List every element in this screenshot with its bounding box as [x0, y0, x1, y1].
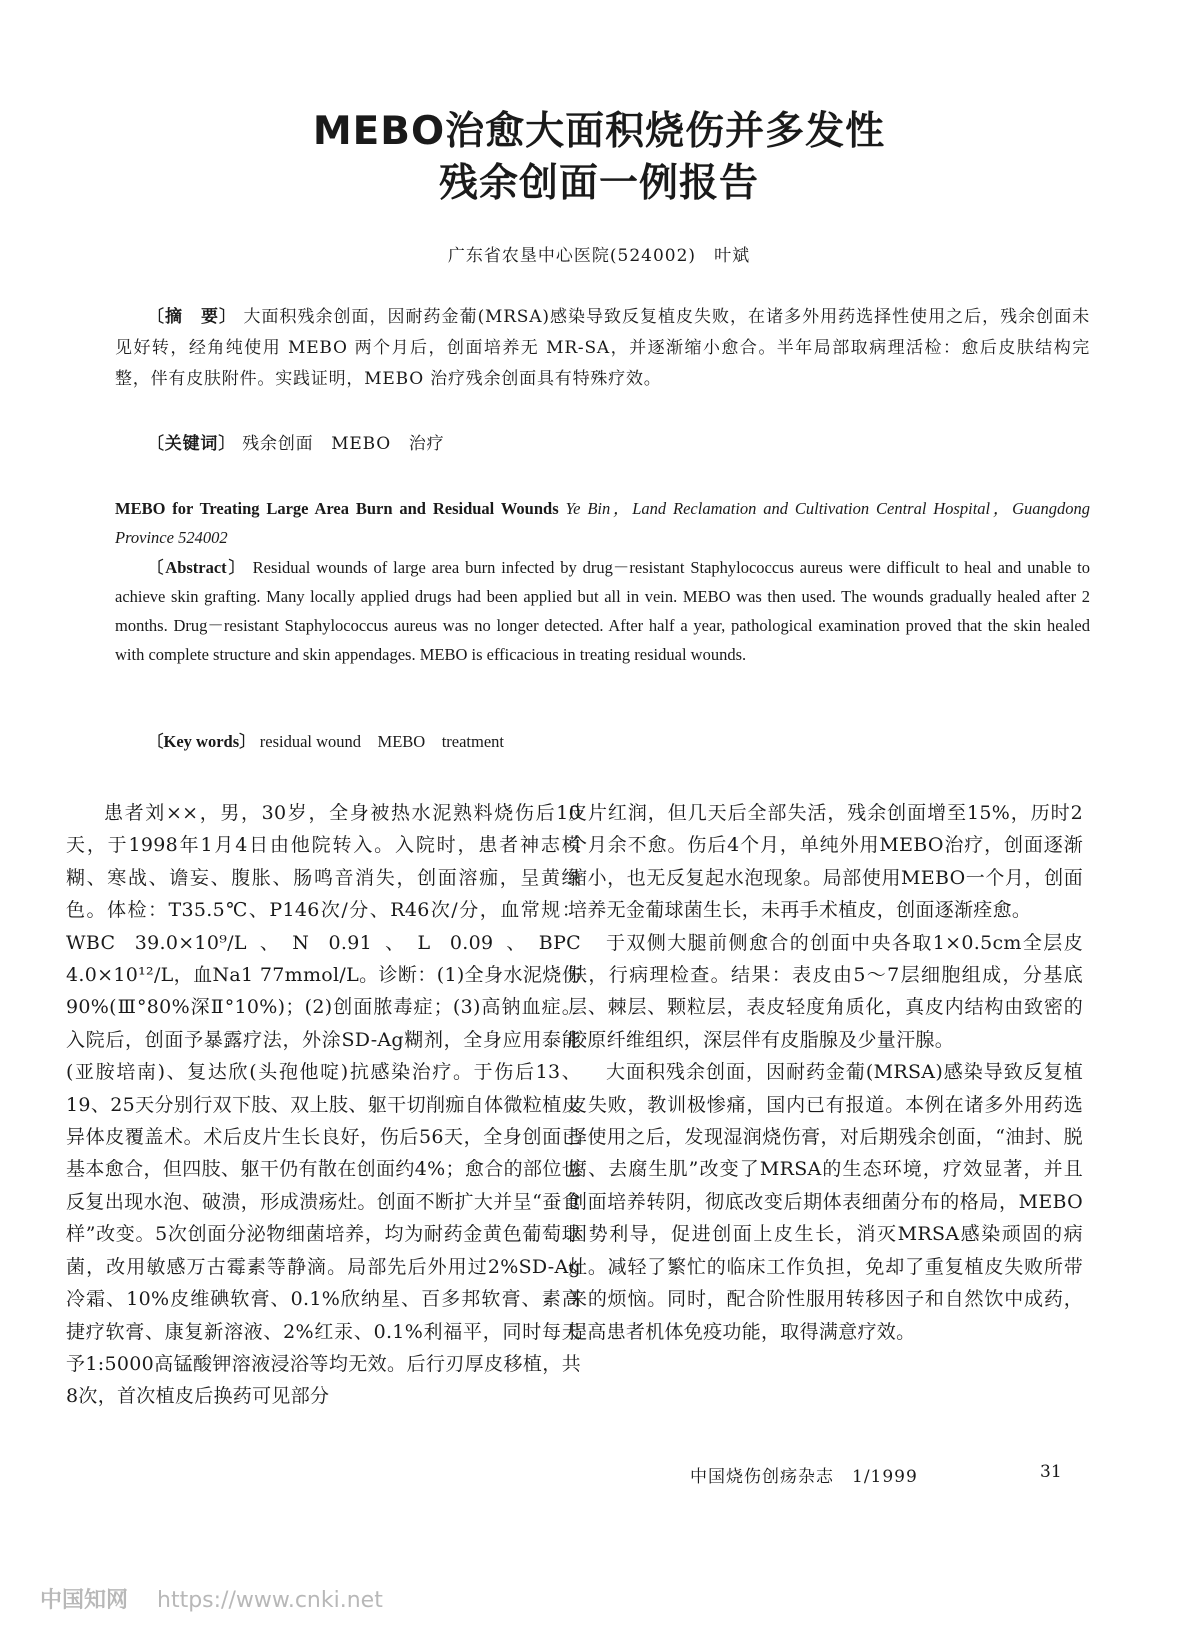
- body-paragraph: 皮片红润，但几天后全部失活，残余创面增至15%，历时2个月余不愈。伤后4个月，单纯外用MEBO治疗，创面逐渐缩小，也无反复起水泡现象。局部使用MEBO一个月，创面培养无金葡球菌生长，未再手术植皮，创面逐渐痊愈。: [568, 802, 1083, 922]
- keywords-cn-text: 残余创面 MEBO 治疗: [242, 434, 445, 454]
- body-paragraph: 患者刘××，男，30岁，全身被热水泥熟料烧伤后10天，于1998年1月4日由他院转入。入院时，患者神志模糊、寒战、谵妄、腹胀、肠鸣音消失，创面溶痂，呈黄绿色。体检：T35.5℃、P146次/分、R46次/分，血常规：WBC 39.0×10⁹/L、N 0.91、L 0.09、BPC 4.0×10¹²/L，血Na1 77mmol/L。诊断：(1)全身水泥烧伤90%(Ⅲ°80%深Ⅱ°10%)；(2)创面脓毒症；(3)高钠血症。入院后，创面予暴露疗法，外涂SD-Ag糊剂，全身应用泰能(亚胺培南)、复达欣(头孢他啶)抗感染治疗。于伤后13、19、25天分别行双下肢、双上肢、躯干切削痂自体微粒植皮异体皮覆盖术。术后皮片生长良好，伤后56天，全身创面已基本愈合，但四肢、躯干仍有散在创面约4%；愈合的部位也反复出现水泡、破溃，形成溃疡灶。创面不断扩大并呈“蚕食样”改变。5次创面分泌物细菌培养，均为耐药金黄色葡萄球菌，改用敏感万古霉素等静滴。局部先后外用过2%SD-Ag冷霜、10%皮维碘软膏、0.1%欣纳星、百多邦软膏、素高捷疗软膏、康复新溶液、2%红汞、0.1%利福平，同时每天予1:5000高锰酸钾溶液浸浴等均无效。后行刃厚皮移植，共8次，首次植皮后换药可见部分: [66, 802, 581, 1408]
- cnki-watermark: [40, 1583, 383, 1614]
- english-keywords-text: residual wound MEBO treatment: [259, 732, 504, 751]
- english-keywords-label: 〔Key words〕: [147, 732, 256, 751]
- body-column-right: [568, 797, 1083, 1348]
- english-abstract-label: 〔Abstract〕: [147, 558, 247, 577]
- cnki-url[interactable]: https://www.cnki.net: [157, 1588, 383, 1613]
- body-paragraph: 于双侧大腿前侧愈合的创面中央各取1×0.5cm全层皮肤，行病理检查。结果：表皮由5～7层细胞组成，分基底层、棘层、颗粒层，表皮轻度角质化，真皮内结构由致密的胶原纤维组织，深层伴有皮脂腺及少量汗腺。: [568, 931, 1083, 1051]
- journal-footer: 中国烧伤创疡杂志 1/1999: [690, 1467, 918, 1487]
- english-author: Ye Bin，Land Reclamation and Cultivation Central Hospital，Guangdong Province 524002: [115, 499, 1090, 547]
- keywords-cn-label: 〔关键词〕: [147, 434, 236, 454]
- abstract-cn-text: 大面积残余创面，因耐药金葡(MRSA)感染导致反复植皮失败，在诸多外用药选择性使用之后，残余创面未见好转，经角纯使用 MEBO 两个月后，创面培养无 MR-SA，并逐渐缩小愈合。半年局部取病理活检：愈后皮肤结构完整，伴有皮肤附件。实践证明，MEBO 治疗残余创面具有特殊疗效。: [115, 307, 1091, 389]
- english-keywords: [147, 727, 1122, 756]
- article-title-line-1: MEBO治愈大面积烧伤并多发性: [312, 109, 886, 154]
- abstract-cn-label: 〔摘 要〕: [147, 307, 238, 327]
- cnki-logo: 中国知网: [40, 1588, 129, 1613]
- english-abstract-text: Residual wounds of large area burn infected by drug－resistant Staphylococcus aureus were difficult to heal and unable to achieve skin grafting. Many locally applied drugs had been applied but all in vein. MEBO was then used. The wounds gradually healed after 2 months. Drug－resistant Staphylococcus aureus was no longer detected. After half a year, pathological examination proved that the skin healed with complete structure and skin appendages. MEBO is efficacious in treating residual wounds.: [115, 558, 1091, 664]
- page-number: 31: [1040, 1462, 1062, 1482]
- abstract-cn: [115, 302, 1090, 395]
- keywords-cn: [147, 429, 1122, 460]
- english-heading: [115, 494, 1090, 552]
- article-title-line-2: 残余创面一例报告: [438, 161, 759, 206]
- body-paragraph: 大面积残余创面，因耐药金葡(MRSA)感染导致反复植皮失败，教训极惨痛，国内已有报道。本例在诸多外用药选择使用之后，发现湿润烧伤膏，对后期残余创面，“油封、脱腐、去腐生肌”改变了MRSA的生态环境，疗效显著，并且创面培养转阴，彻底改变后期体表细菌分布的格局，MEBO因势利导，促进创面上皮生长，消灭MRSA感染顽固的病灶。减轻了繁忙的临床工作负担，免却了重复植皮失败所带来的烦恼。同时，配合阶性服用转移因子和自然饮中成药，提高患者机体免疫功能，取得满意疗效。: [568, 1061, 1083, 1343]
- body-column-left: [66, 797, 581, 1413]
- author-affiliation: 广东省农垦中心医院(524002) 叶斌: [447, 246, 751, 266]
- english-title: MEBO for Treating Large Area Burn and Residual Wounds: [115, 499, 559, 518]
- english-abstract: [115, 553, 1090, 669]
